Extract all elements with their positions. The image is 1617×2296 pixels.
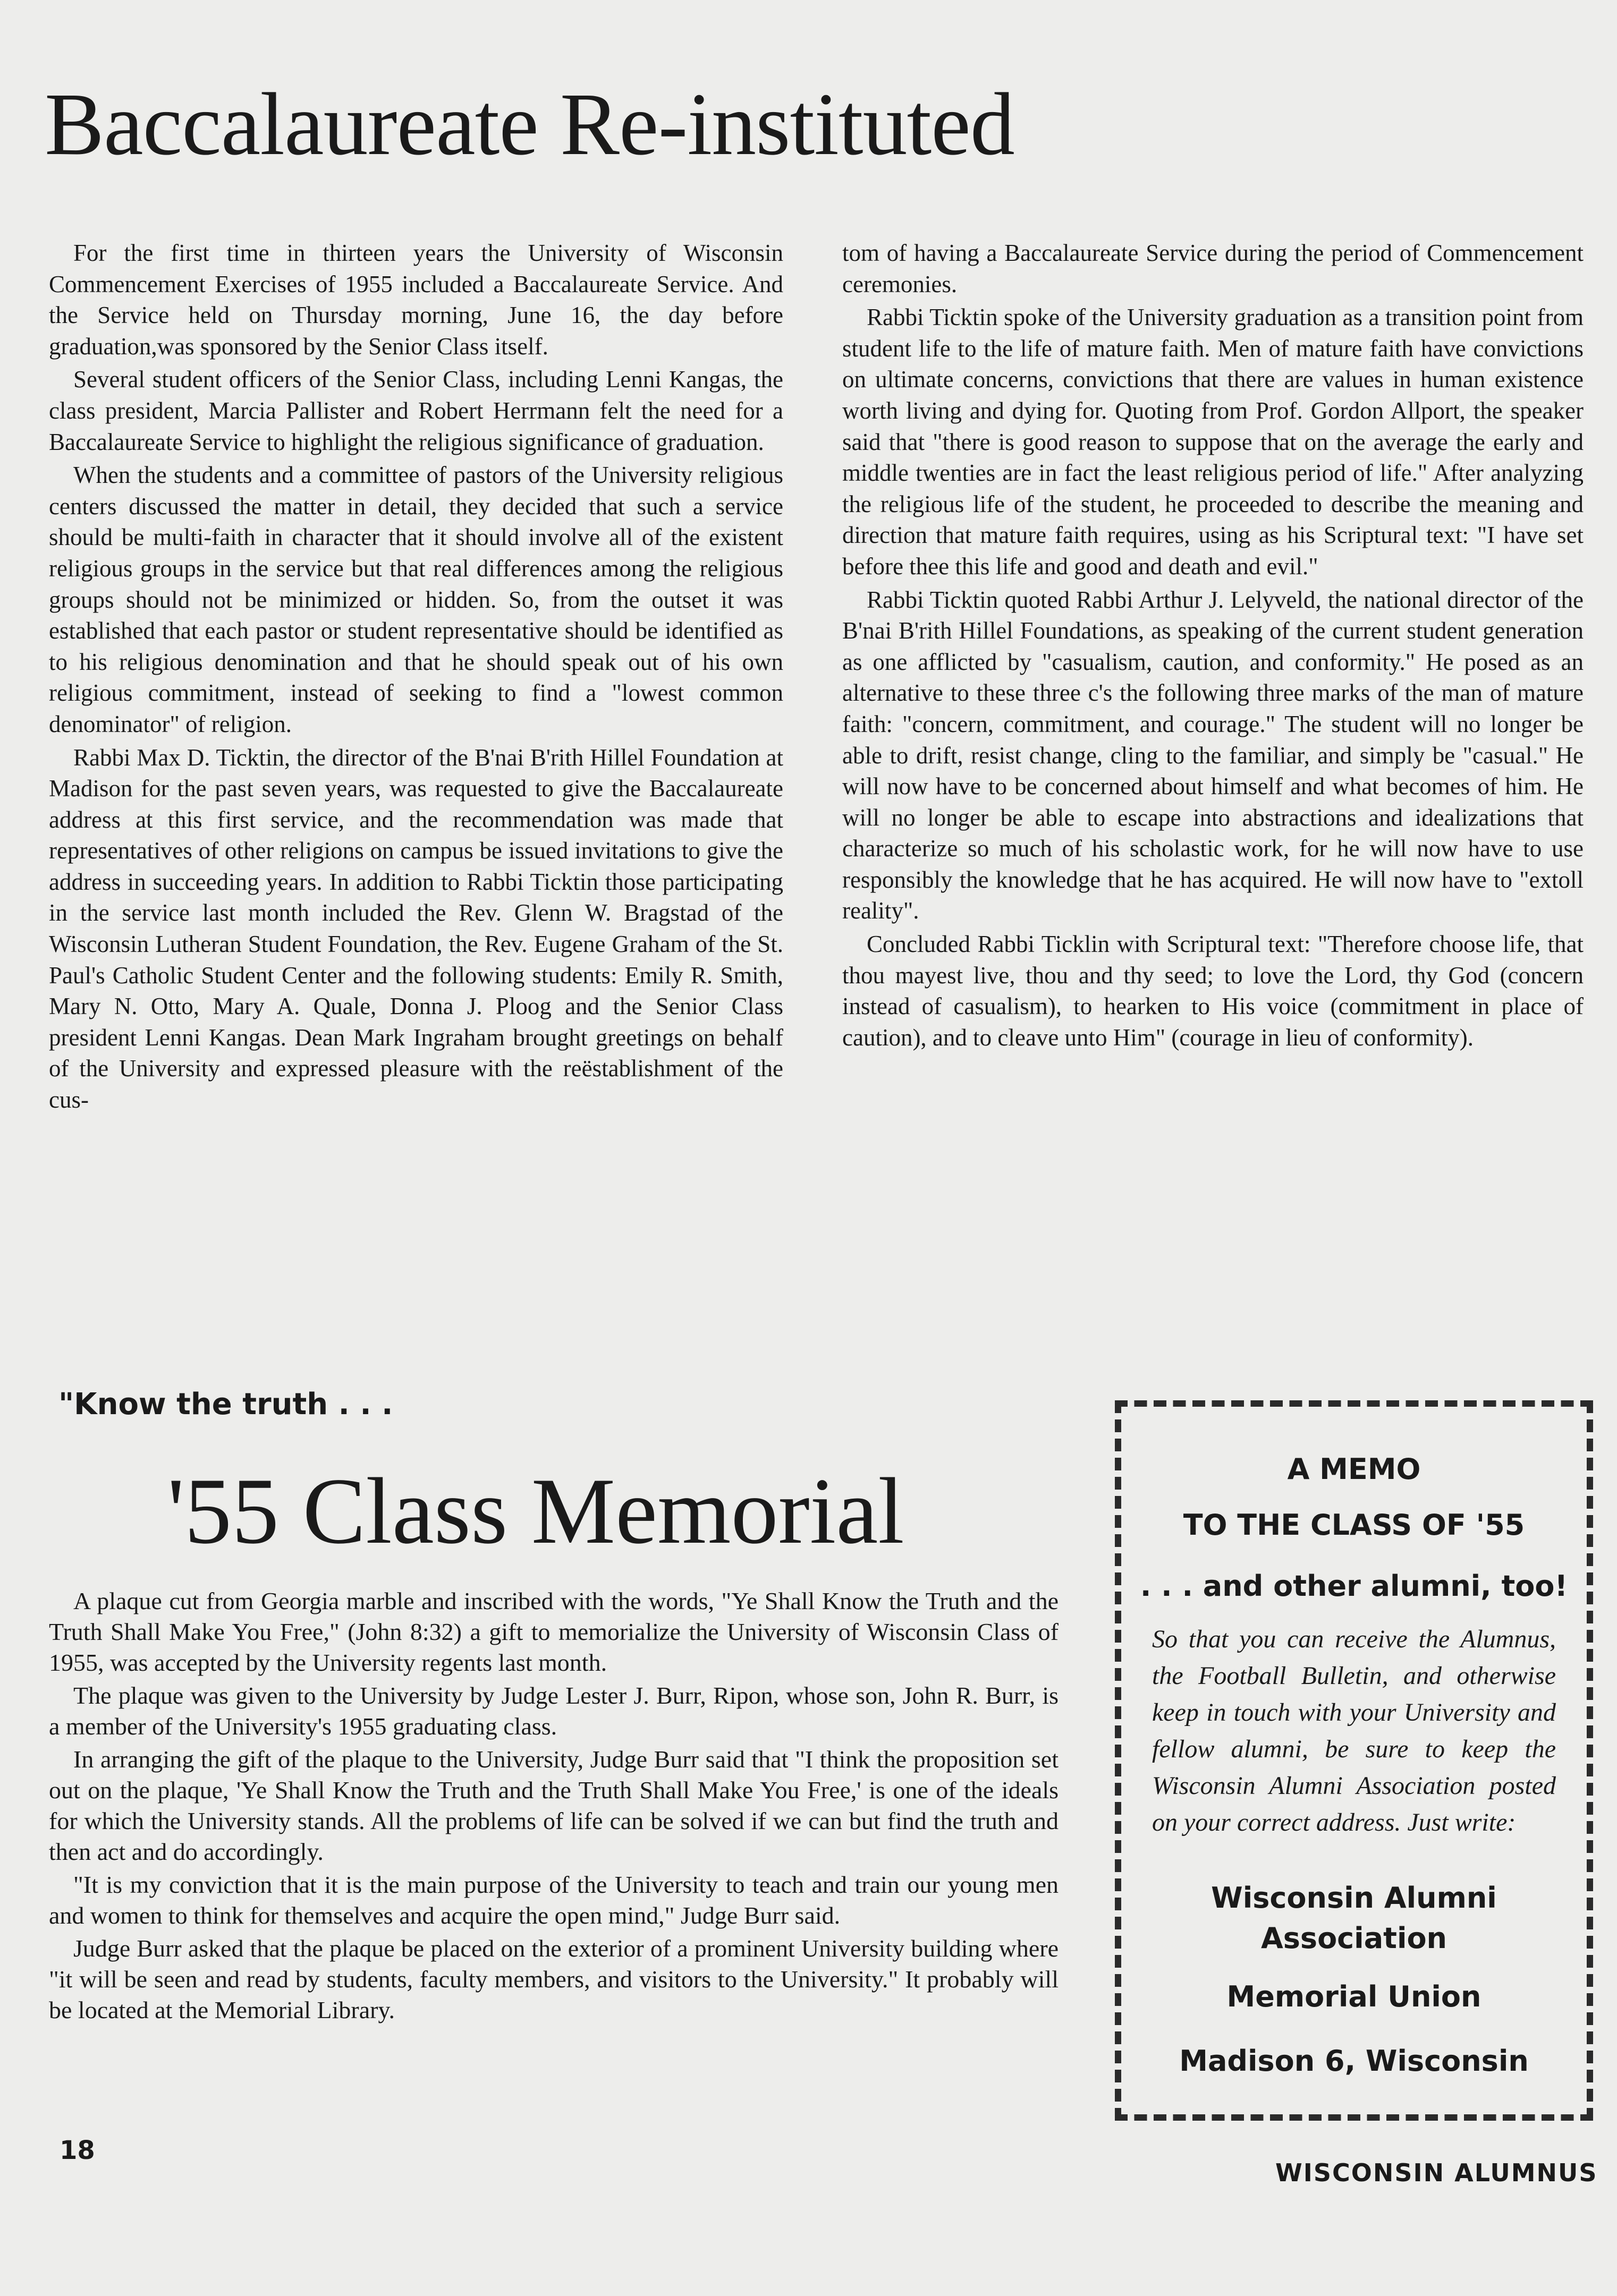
memo-body: So that you can receive the Alumnus, the Football Bulletin, and otherwise keep in touch with your University and fellow alumni, be sure to keep the Wisconsin Alumni Association posted on your correct address. Just write: [1152,1625,1556,1836]
paragraph: "It is my conviction that it is the main purpose of the University to teach and train our young men and women to think for themselves and acquire the open mind," Judge Burr said. [49,1871,1059,1929]
paragraph: Judge Burr asked that the plaque be placed on the exterior of a prominent University building where "it will be seen and read by students, faculty members, and visitors to the University." It probably will be located at the Memorial Library. [49,1935,1059,2023]
article-left-column [49,237,783,1116]
page-number: 18 [60,2136,95,2165]
paragraph: In arranging the gift of the plaque to the University, Judge Burr said that "I think the proposition set out on the plaque, 'Ye Shall Know the Truth and the Truth Shall Make You Free,' is one of the ideals for which the University stands. All the problems of life can be solved if we can but find the truth and then act and do accordingly. [49,1746,1059,1865]
paragraph: Several student officers of the Senior Class, including Lenni Kangas, the class president, Marcia Pallister and Robert Herrmann felt the need for a Baccalaureate Service to highlight the religious significance of graduation. [49,366,783,455]
paragraph: A plaque cut from Georgia marble and inscribed with the words, "Ye Shall Know the Truth and the Truth Shall Make You Free," (John 8:32) a gift to memorialize the University of Wisconsin Class of 1955, was accepted by the University regents last month. [49,1587,1059,1676]
memo-address-line: Madison 6, Wisconsin [1179,2044,1529,2078]
paragraph: tom of having a Baccalaureate Service during the period of Commencement ceremonies. [842,240,1584,297]
paragraph: Concluded Rabbi Ticklin with Scriptural text: "Therefore choose life, that thou mayest live, thou and thy seed; to love the Lord, thy God (concern instead of casualism), to hearken to His voice (commitment in place of caution), and to cleave unto Him" (courage in lieu of conformity). [842,931,1584,1051]
paragraph: Rabbi Ticktin quoted Rabbi Arthur J. Lelyveld, the national director of the B'nai B'rith Hillel Foundations, as speaking of the current student generation as one afflicted by "casualism, caution, and conformity." He posed as an alternative to these three c's the following three marks of the man of mature faith: "concern, commitment, and courage." The student will no longer be able to drift, resist change, cling to the familiar, and simply be "casual." He will now have to be concerned about himself and what becomes of him. He will no longer be able to escape into abstractions and idealizations that characterize so much of his scholastic work, for he will now have to use responsibly the knowledge that he has acquired. He will now have to "extoll reality". [842,586,1584,924]
paragraph: For the first time in thirteen years the University of Wisconsin Commencement Exercises of 1955 included a Baccalaureate Service. And the Service held on Thursday morning, June 16, the day before graduation,was sponsored by the Senior Class itself. [49,240,783,360]
memo-organization-line: Association [1261,1921,1447,1955]
memorial-title: '55 Class Memorial [167,1458,904,1563]
memo-box [1115,1400,1593,2121]
paragraph: Rabbi Max D. Ticktin, the director of the B'nai B'rith Hillel Foundation at Madison for the past seven years, was requested to give the Baccalaureate address at this first service, and the recommendation was made that representatives of other religions on campus be issued invitations to give the address in succeeding years. In addition to Rabbi Ticktin those participating in the service last month included the Rev. Glenn W. Bragstad of the Wisconsin Lutheran Student Foundation, the Rev. Eugene Graham of the St. Paul's Catholic Student Center and the following students: Emily R. Smith, Mary N. Otto, Mary A. Quale, Donna J. Ploog and the Senior Class president Lenni Kangas. Dean Mark Ingraham brought greetings on behalf of the University and expressed pleasure with the reëstablishment of the cus- [49,744,783,1113]
memorial-kicker: "Know the truth . . . [58,1387,393,1422]
memo-address-line: Memorial Union [1226,1980,1481,2013]
memo-subheading: TO THE CLASS OF '55 [1183,1508,1525,1542]
publication-name: WISCONSIN ALUMNUS [1275,2158,1598,2187]
paragraph: When the students and a committee of pastors of the University religious centers discussed the matter in detail, they decided that such a service should be multi-faith in character that it should involve all of the existent religious groups in the service but that real differences among the religious groups should not be minimized or hidden. So, from the outset it was established that each pastor or student representative should be identified as to his religious denomination and that he should speak out of his own religious commitment, instead of seeking to find a "lowest common denominator" of religion. [49,462,783,737]
article-right-column [842,237,1584,1053]
memorial-article-body [49,1586,1059,2026]
memo-tagline: . . . and other alumni, too! [1140,1569,1568,1603]
memo-organization [1121,1878,1587,1959]
memo-organization-line: Wisconsin Alumni [1211,1881,1497,1915]
paragraph: Rabbi Ticktin spoke of the University graduation as a transition point from student life to the life of mature faith. Men of mature faith have convictions on ultimate concerns, convictions that there are values in human existence worth living and dying for. Quoting from Prof. Gordon Allport, the speaker said that "there is good reason to suppose that on the average the early and middle twenties are in fact the least religious period of life." After analyzing the religious life of the student, he proceeded to describe the meaning and direction that mature faith requires, using as his Scriptural text: "I have set before thee this life and good and death and evil." [842,304,1584,580]
paragraph: The plaque was given to the University by Judge Lester J. Burr, Ripon, whose son, John R. Burr, is a member of the University's 1955 graduating class. [49,1682,1059,1740]
article-title: Baccalaureate Re-instituted [45,75,1014,174]
memo-heading: A MEMO [1287,1452,1421,1486]
